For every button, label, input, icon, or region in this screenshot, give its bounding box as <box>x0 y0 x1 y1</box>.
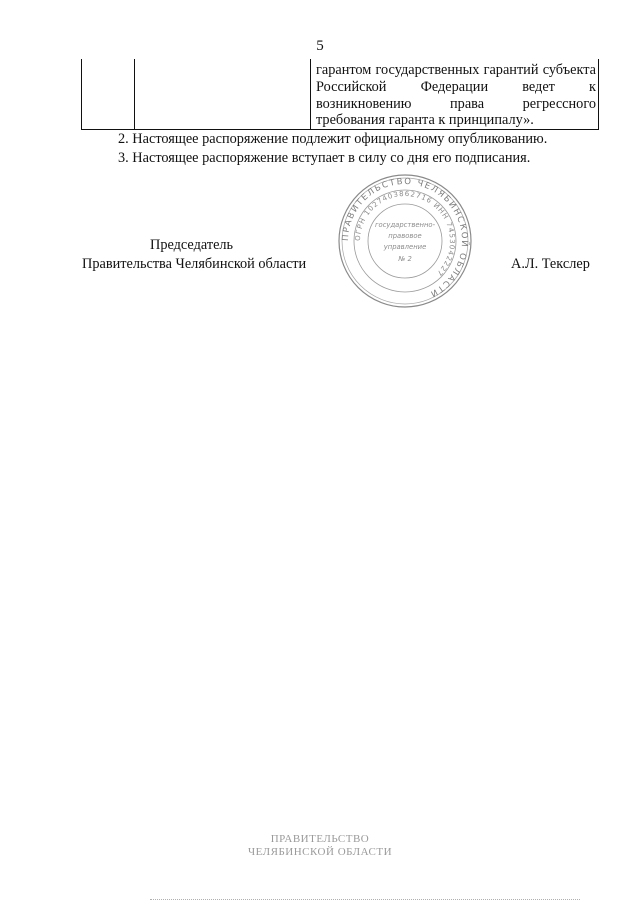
footer-watermark <box>0 833 640 859</box>
continued-table <box>81 59 599 130</box>
table-row <box>82 59 599 130</box>
footer-line-1: ПРАВИТЕЛЬСТВО <box>270 833 370 845</box>
seal-center-line-2: правовое <box>388 232 422 240</box>
bottom-divider <box>150 899 580 900</box>
page-number: 5 <box>316 38 324 54</box>
footer-line-2: ЧЕЛЯБИНСКОЙ ОБЛАСТИ <box>247 846 393 858</box>
table-cell-text: гарантом государственных гарантий субъекта Российской Федерации ведет к возникновению права регрессного требования гаранта к принципалу». <box>316 62 596 129</box>
point-2: 2. Настоящее распоряжение подлежит официальному опубликованию. <box>118 131 548 147</box>
seal-inner-text: ОГРН 1027403862716 ИНН 7453042227 <box>353 189 457 278</box>
table-cell-name <box>135 59 311 130</box>
signatory-name: А.Л. Текслер <box>511 256 590 272</box>
point-3: 3. Настоящее распоряжение вступает в силу со дня его подписания. <box>118 150 531 166</box>
signatory-title: Председатель <box>150 237 234 253</box>
seal-center-line-1: государственно- <box>374 221 436 229</box>
seal-outer-text: ПРАВИТЕЛЬСТВО ЧЕЛЯБИНСКОЙ ОБЛАСТИ <box>340 176 470 300</box>
signatory-organization: Правительства Челябинской области <box>82 256 307 272</box>
table-cell-content <box>311 59 599 130</box>
seal-center-line-4: № 2 <box>398 255 412 263</box>
official-seal <box>337 173 473 309</box>
seal-center-line-3: управление <box>383 243 427 251</box>
table-cell-number <box>82 59 135 130</box>
